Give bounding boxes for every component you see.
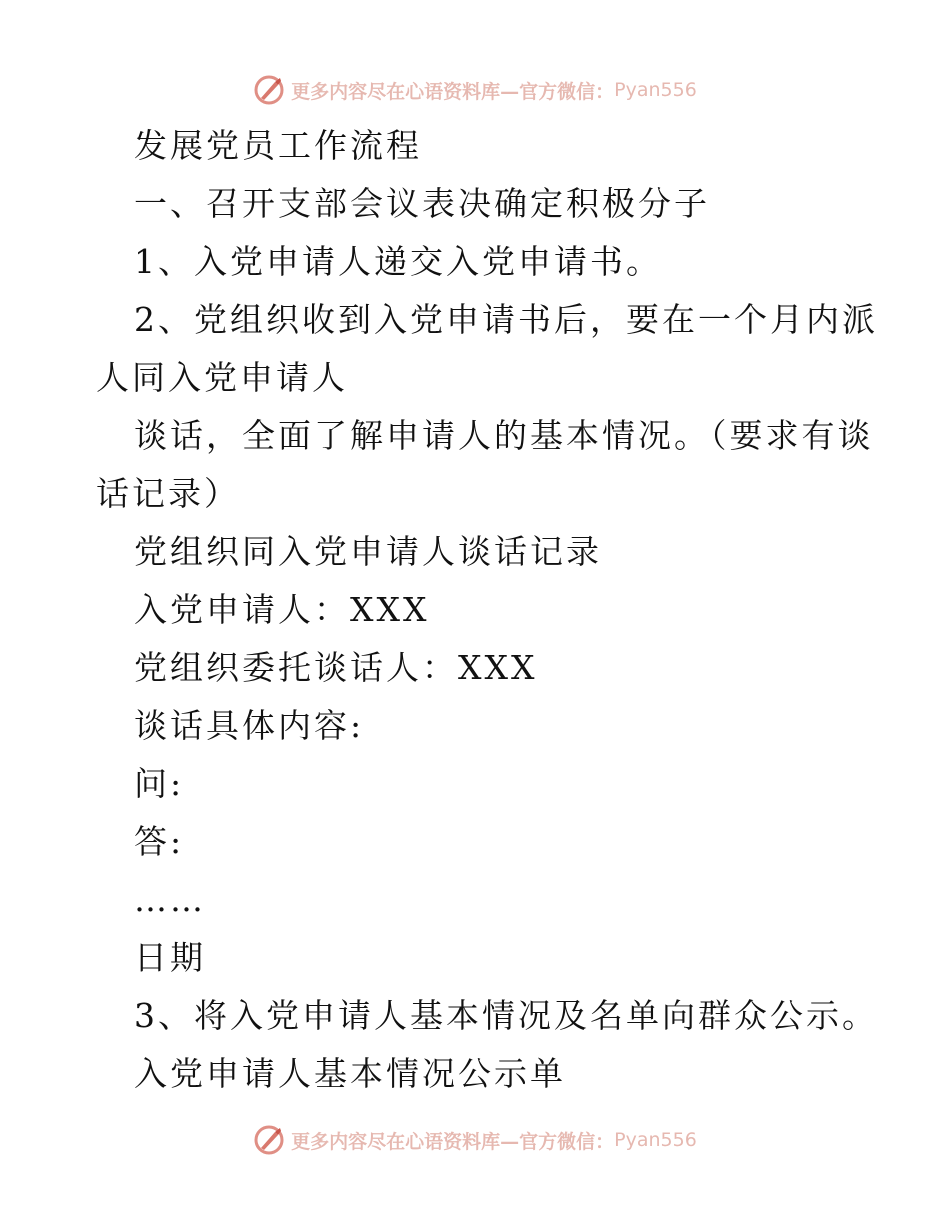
interviewer-field: 党组织委托谈话人：XXX bbox=[134, 648, 538, 687]
content-label: 谈话具体内容: bbox=[134, 706, 365, 745]
section-heading: 一、召开支部会议表决确定积极分子 bbox=[134, 184, 710, 223]
record-title: 党组织同入党申请人谈话记录 bbox=[134, 532, 602, 571]
ellipsis: …… bbox=[134, 880, 206, 919]
step-2-line-4: 话记录） bbox=[96, 474, 240, 513]
step-3: 3、将入党申请人基本情况及名单向群众公示。 bbox=[134, 996, 878, 1035]
watermark-footer bbox=[0, 1120, 950, 1160]
applicant-field: 入党申请人：XXX bbox=[134, 590, 430, 629]
date-label: 日期 bbox=[134, 938, 206, 977]
watermark-text: 更多内容尽在心语资料库—官方微信： bbox=[291, 80, 615, 103]
watermark-id: Pyan556 bbox=[614, 1129, 697, 1151]
watermark-id: Pyan556 bbox=[614, 79, 697, 101]
watermark-text: 更多内容尽在心语资料库—官方微信： bbox=[291, 1130, 615, 1153]
step-2-line-3: 谈话，全面了解申请人的基本情况。（要求有谈 bbox=[134, 416, 874, 455]
answer-label: 答: bbox=[134, 822, 185, 861]
quill-logo-icon bbox=[253, 1124, 285, 1156]
watermark-header bbox=[0, 70, 950, 110]
notice-title: 入党申请人基本情况公示单 bbox=[134, 1054, 566, 1093]
document-title: 发展党员工作流程 bbox=[134, 126, 422, 165]
step-2-line-1: 2、党组织收到入党申请书后，要在一个月内派 bbox=[134, 300, 878, 339]
step-2-line-2: 人同入党申请人 bbox=[96, 358, 348, 397]
question-label: 问: bbox=[134, 764, 185, 803]
step-1: 1、入党申请人递交入党申请书。 bbox=[134, 242, 662, 281]
quill-logo-icon bbox=[253, 74, 285, 106]
